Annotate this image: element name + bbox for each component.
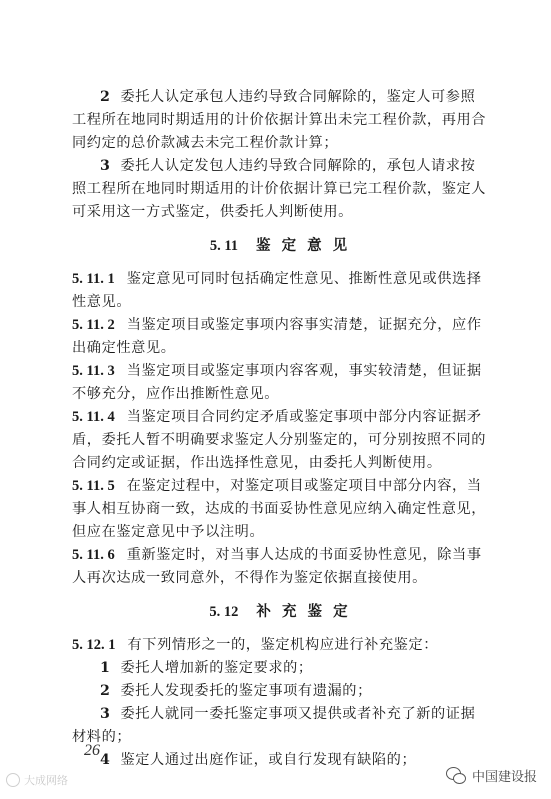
list-item: 1 委托人增加新的鉴定要求的； <box>100 660 313 676</box>
page-number: 26 <box>84 742 100 759</box>
clause-continuation: 人再次达成一致同意外，不得作为鉴定依据直接使用。 <box>72 570 427 586</box>
clause-continuation: 出确定性意见。 <box>72 340 176 356</box>
clause: 5. 11. 1 鉴定意见可同时包括确定性意见、推断性意见或供选择 <box>72 271 482 287</box>
clause: 5. 11. 2 当鉴定项目或鉴定事项内容事实清楚，证据充分，应作 <box>72 317 482 333</box>
section-heading-5-12: 5. 12 补 充 鉴 定 <box>209 603 351 620</box>
clause-continuation: 不够充分，应作出推断性意见。 <box>72 386 280 402</box>
clause: 5. 11. 3 当鉴定项目或鉴定事项内容客观，事实较清楚，但证据 <box>72 363 482 379</box>
clause: 5. 11. 6 重新鉴定时，对当事人达成的书面妥协性意见，除当事 <box>72 547 482 563</box>
list-item-continuation: 同约定的总价款减去未完工程价款计算； <box>72 135 339 151</box>
list-item-continuation: 照工程所在地同时期适用的计价依据计算已完工程价款，鉴定人 <box>72 181 487 197</box>
clause-continuation: 性意见。 <box>72 294 132 310</box>
clause-continuation: 合同约定或证据，作出选择性意见，由委托人判断使用。 <box>72 455 442 471</box>
list-item-continuation: 材料的； <box>72 729 132 745</box>
section-heading-5-11: 5. 11 鉴 定 意 见 <box>209 237 351 254</box>
clause: 5. 11. 4 当鉴定项目合同约定矛盾或鉴定事项中部分内容证据矛 <box>72 409 482 425</box>
list-item: 2 委托人发现委托的鉴定事项有遗漏的； <box>100 683 372 699</box>
watermark-logo-icon <box>6 773 20 787</box>
body-text <box>72 86 488 772</box>
clause: 5. 12. 1 有下列情形之一的，鉴定机构应进行补充鉴定： <box>72 637 439 653</box>
clause-continuation: 事人相互协商一致，达成的书面妥协性意见应纳入确定性意见， <box>72 501 487 517</box>
list-item-continuation: 可采用这一方式鉴定，供委托人判断使用。 <box>72 204 353 220</box>
wechat-icon <box>446 767 466 785</box>
list-item: 4 鉴定人通过出庭作证，或自行发现有缺陷的； <box>100 752 417 768</box>
list-item: 3 委托人认定发包人违约导致合同解除的，承包人请求按 <box>100 158 476 174</box>
list-item: 3 委托人就同一委托鉴定事项又提供或者补充了新的证据 <box>100 706 476 722</box>
list-item: 2 委托人认定承包人违约导致合同解除的，鉴定人可参照 <box>100 89 476 105</box>
list-item-continuation: 工程所在地同时期适用的计价依据计算出未完工程价款，再用合 <box>72 112 487 128</box>
clause: 5. 11. 5 在鉴定过程中，对鉴定项目或鉴定项目中部分内容，当 <box>72 478 482 494</box>
clause-continuation: 盾，委托人暂不明确要求鉴定人分别鉴定的，可分别按照不同的 <box>72 432 487 448</box>
watermark-left: 大成网络 <box>6 772 68 788</box>
clause-continuation: 但应在鉴定意见中予以注明。 <box>72 524 265 540</box>
watermark-right: 中国建设报 <box>446 766 537 785</box>
